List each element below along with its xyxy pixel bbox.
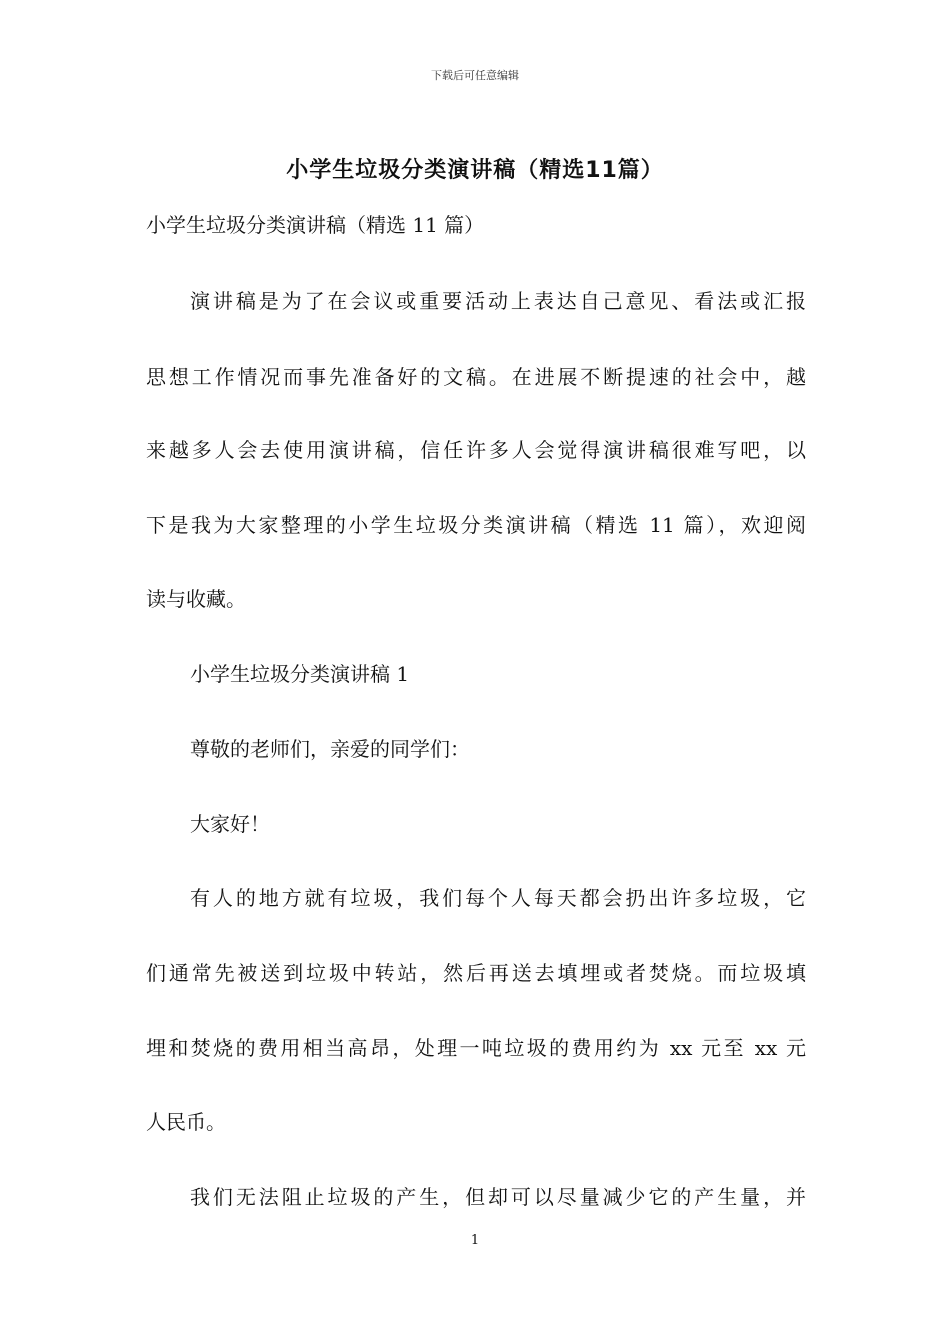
body-line: 埋和焚烧的费用相当高昂，处理一吨垃圾的费用约为 xx 元至 xx 元 (146, 1036, 806, 1060)
body-line: 人民币。 (146, 1110, 226, 1134)
body-line: 们通常先被送到垃圾中转站，然后再送去填埋或者焚烧。而垃圾填 (146, 961, 806, 985)
subtitle-line: 小学生垃圾分类演讲稿（精选 11 篇） (146, 213, 485, 237)
section-heading: 小学生垃圾分类演讲稿 1 (190, 662, 410, 686)
page-header-note: 下载后可任意编辑 (431, 69, 519, 82)
page-number: 1 (470, 1233, 480, 1248)
body-line: 有人的地方就有垃圾，我们每个人每天都会扔出许多垃圾，它 (190, 886, 806, 910)
document-title: 小学生垃圾分类演讲稿（精选11篇） (286, 158, 664, 183)
body-line: 读与收藏。 (146, 587, 246, 611)
body-line: 来越多人会去使用演讲稿，信任许多人会觉得演讲稿很难写吧，以 (146, 438, 806, 462)
body-line: 下是我为大家整理的小学生垃圾分类演讲稿（精选 11 篇），欢迎阅 (146, 513, 806, 537)
salutation-line: 尊敬的老师们，亲爱的同学们： (190, 737, 470, 761)
greeting-line: 大家好！ (190, 812, 270, 836)
body-line: 我们无法阻止垃圾的产生，但却可以尽量减少它的产生量，并 (190, 1185, 806, 1209)
body-line: 演讲稿是为了在会议或重要活动上表达自己意见、看法或汇报 (190, 289, 806, 313)
body-line: 思想工作情况而事先准备好的文稿。在进展不断提速的社会中，越 (146, 365, 806, 389)
